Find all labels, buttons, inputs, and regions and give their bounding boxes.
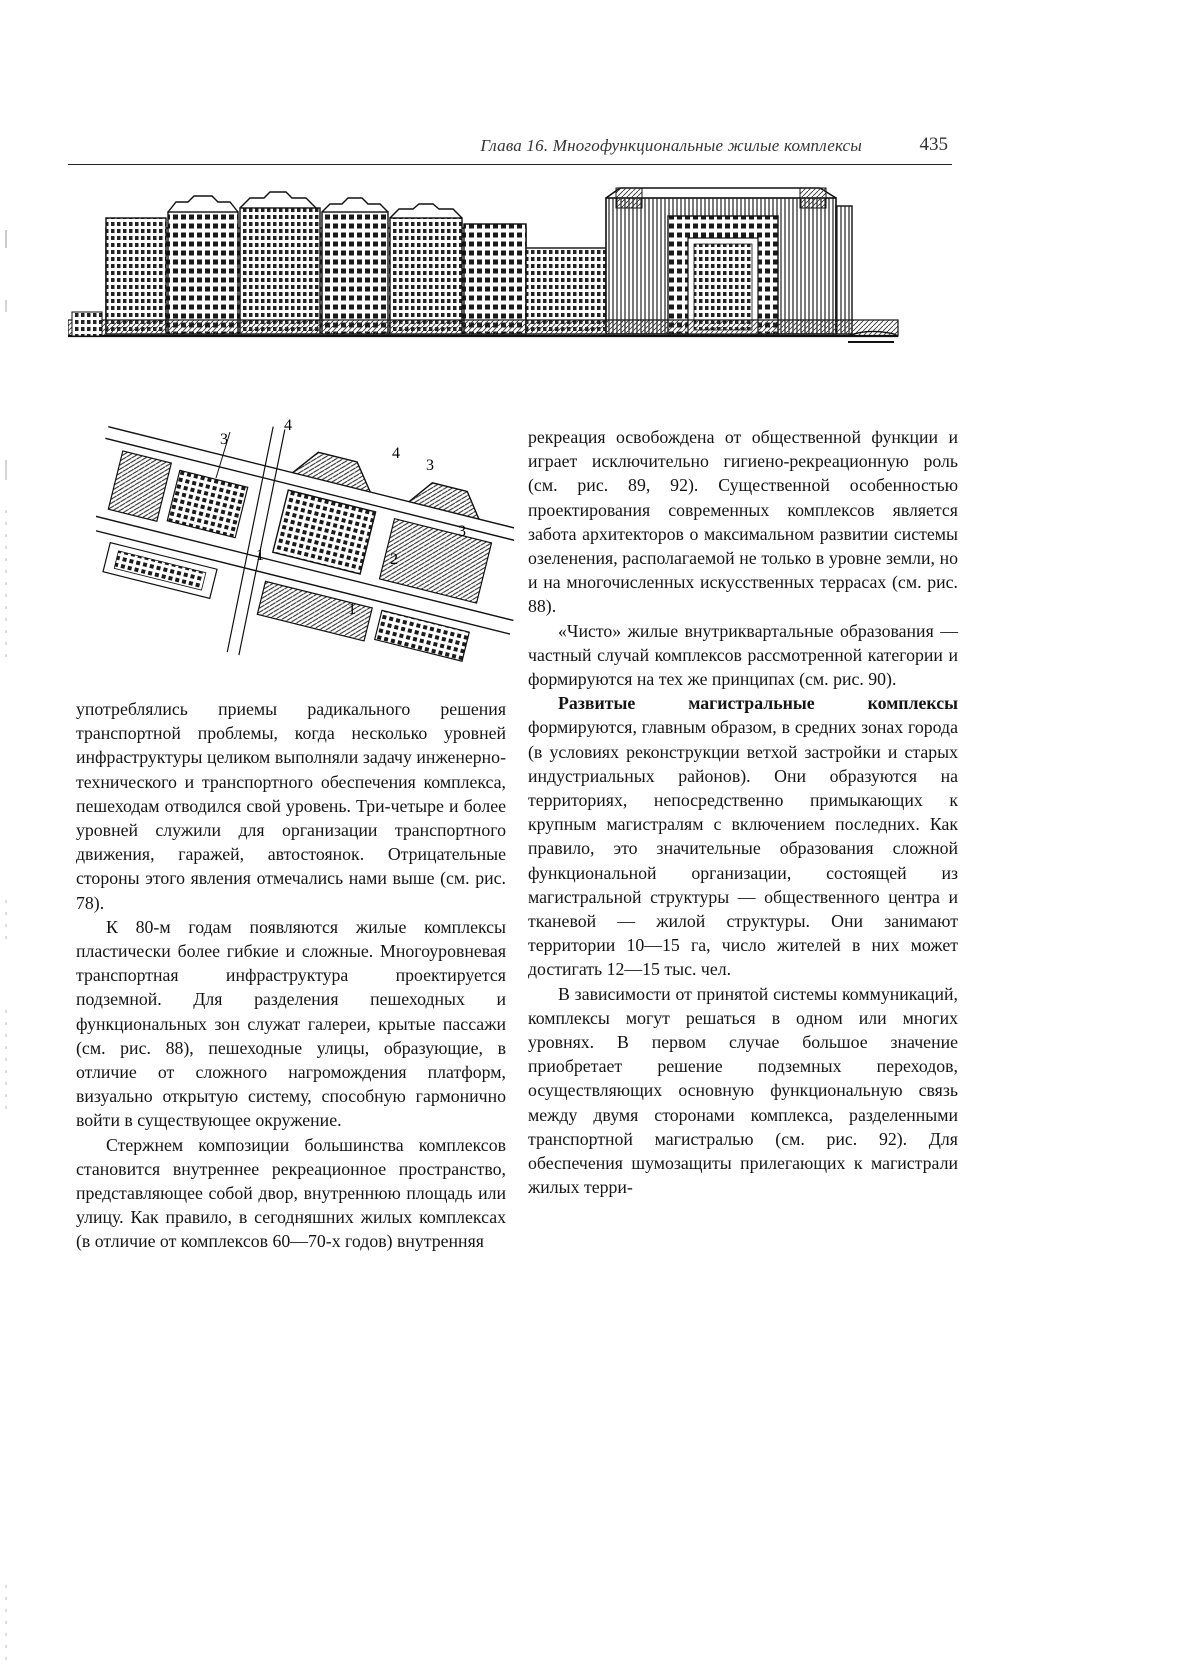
section-lead-term: Развитые магистральные комплексы — [558, 693, 958, 714]
site-plan-label-2: 2 — [390, 551, 398, 568]
left-paragraph-3: Стержнем композиции большинства комплексов становится внутреннее рекреационное пространство, представляющее собой двор, внутреннюю площадь или улицу. Как правило, в сегодняшних жилых комплексах (в отличие от комплексов 60—70-х годов) внутренняя — [76, 1134, 506, 1252]
site-plan-label-4b: 4 — [392, 445, 400, 462]
site-plan-label-4a: 4 — [284, 418, 292, 434]
scan-margin-marks — [0, 0, 30, 1677]
right-paragraph-3-text: формируются, главным образом, в средних зонах города (в условиях реконструкции ветхой застройки и старых индустриальных районов). Они образуются на территориях, непосредственно примыкающих к крупным магистралям с включением последних. Как правило, это значительные образования сложной функциональной организации, состоящей из магистральной структуры — общественного центра и тканевой — жилой структуры. Они занимают территории 10—15 га, число жителей в них может достигать 12—15 тыс. чел. — [528, 717, 958, 980]
facade-elevation-drawing — [68, 186, 958, 368]
site-plan-label-3c: 3 — [458, 523, 466, 540]
site-plan-label-3a: 3 — [220, 431, 228, 448]
right-column — [528, 425, 958, 1200]
right-paragraph-2: «Чисто» жилые внутриквартальные образования — частный случай комплексов рассмотренной категории и формируются на тех же принципах (см. рис. 90). — [528, 620, 958, 690]
left-paragraph-2: К 80-м годам появляются жилые комплексы пластически более гибкие и сложные. Многоуровневая транспортная инфраструктура проектируется подземной. Для разделения пешеходных и функциональных зон служат галереи, крытые пассажи (см. рис. 88), пешеходные улицы, образующие, в отличие от сложного нагромождения платформ, визуально открытую систему, способную гармонично войти в существующее окружение. — [76, 916, 506, 1131]
running-title: Глава 16. Многофункциональные жилые комплексы — [480, 136, 862, 155]
right-paragraph-1: рекреация освобождена от общественной функции и играет исключительно гигиено-рекреационную роль (см. рис. 89, 92). Существенной особенностью проектирования современных комплексов является забота архитекторов о максимальном развитии системы озеленения, располагаемой не только в уровне земли, но и на многочисленных искусственных террасах (см. рис. 88). — [528, 427, 958, 617]
page-number: 435 — [919, 134, 948, 155]
left-column — [76, 697, 506, 1254]
site-plan-label-1b: 1 — [348, 601, 356, 618]
right-paragraph-3 — [528, 691, 958, 981]
right-paragraph-4: В зависимости от принятой системы коммуникаций, комплексы могут решаться в одном или многих уровнях. В первом случае большое значение приобретает решение подземных переходов, осуществляющих основную функциональную связь между двумя сторонами комплекса, разделенными транспортной магистралью (см. рис. 92). Для обеспечения шумозащиты прилегающих к магистрали жилых терри- — [528, 983, 958, 1198]
running-head — [68, 128, 952, 165]
site-plan-drawing — [96, 418, 514, 668]
left-paragraph-1: употреблялись приемы радикального решения транспортной проблемы, когда несколько уровней инфраструктуры целиком выполняли задачу инженерно-технического и транспортного обеспечения комплекса, пешеходам отводился свой уровень. Три-четыре и более уровней служили для организации транспортного движения, гаражей, автостоянок. Отрицательные стороны этого явления отмечались нами выше (см. рис. 78). — [76, 699, 506, 913]
site-plan-label-1a: 1 — [256, 547, 264, 564]
site-plan-label-3b: 3 — [426, 457, 434, 474]
